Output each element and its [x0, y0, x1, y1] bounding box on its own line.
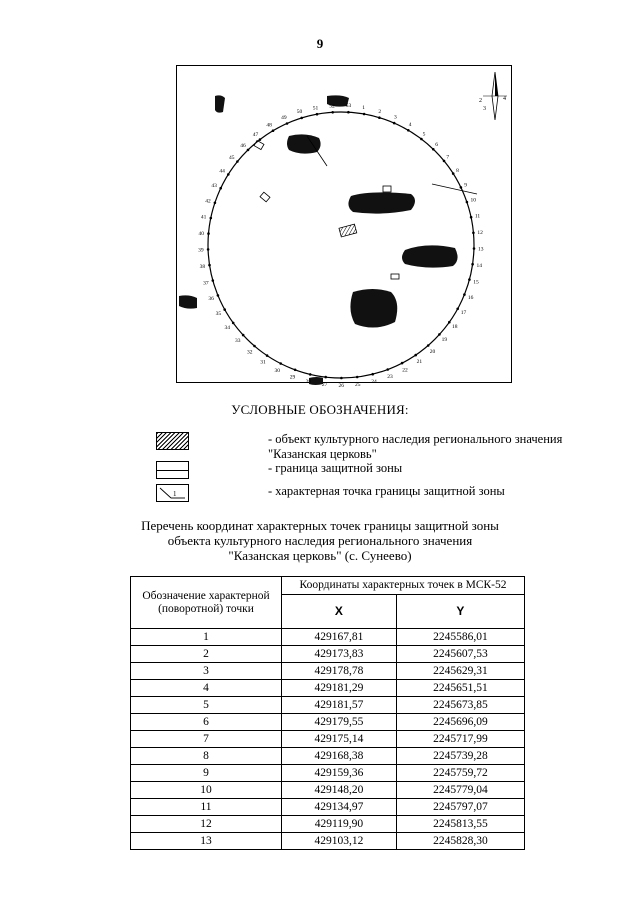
- boundary-point-label: 39: [198, 247, 204, 254]
- boundary-point-label: 6: [435, 142, 438, 149]
- cell-point: 4: [131, 680, 282, 697]
- protection-zone-boundary: [208, 112, 474, 381]
- boundary-point-label: 10: [470, 197, 476, 204]
- table-row: [131, 697, 525, 714]
- boundary-point-label: 29: [289, 374, 296, 381]
- cell-x: 429168,38: [282, 748, 397, 765]
- cell-point: 12: [131, 816, 282, 833]
- table-row: [131, 799, 525, 816]
- cell-x: 429179,55: [282, 714, 397, 731]
- cell-y: 2245673,85: [396, 697, 524, 714]
- cell-y: 2245586,01: [396, 629, 524, 646]
- point-marker-label: 1: [173, 490, 177, 498]
- hatched-rectangle-icon: [156, 432, 189, 450]
- boundary-point-label: 43: [211, 183, 217, 190]
- cell-point: 6: [131, 714, 282, 731]
- boundary-point-label: 41: [200, 214, 207, 221]
- boundary-point: [407, 129, 410, 132]
- boundary-point-label: 28: [305, 379, 312, 386]
- boundary-point: [259, 138, 262, 141]
- boundary-point: [331, 111, 334, 114]
- boundary-point: [219, 187, 222, 190]
- boundary-point-label: 33: [235, 337, 241, 344]
- table-row: [131, 833, 525, 850]
- cell-x: 429159,36: [282, 765, 397, 782]
- boundary-point-label: 18: [452, 324, 458, 331]
- boundary-point: [363, 113, 366, 116]
- boundary-point: [473, 247, 476, 250]
- boundary-point: [247, 149, 250, 152]
- table-row: [131, 731, 525, 748]
- boundary-point: [371, 373, 374, 376]
- legend-item-boundary: [156, 461, 556, 481]
- boundary-point: [420, 138, 423, 141]
- cell-point: 11: [131, 799, 282, 816]
- boundary-point-label: 25: [355, 382, 361, 388]
- empty-rectangle-icon: [156, 461, 189, 479]
- site-plan-map: [176, 65, 512, 389]
- boundary-point-label: 42: [205, 198, 211, 205]
- boundary-point: [266, 354, 269, 357]
- boundary-point-label: 34: [224, 325, 230, 331]
- boundary-point: [340, 377, 343, 380]
- boundary-point: [214, 202, 217, 205]
- boundary-point-label: 53: [345, 103, 352, 110]
- cell-x: 429178,78: [282, 663, 397, 680]
- boundary-point-label: 1: [362, 105, 366, 112]
- cell-y: 2245717,99: [396, 731, 524, 748]
- building-blob-2: [402, 245, 458, 267]
- table-row: [131, 663, 525, 680]
- boundary-point: [448, 321, 451, 324]
- cell-point: 5: [131, 697, 282, 714]
- legend-title: УСЛОВНЫЕ ОБОЗНАЧЕНИЯ:: [231, 402, 409, 417]
- boundary-point-label: 51: [312, 105, 319, 112]
- cell-y: 2245759,72: [396, 765, 524, 782]
- boundary-point-label: 48: [266, 122, 272, 129]
- cell-x: 429175,14: [282, 731, 397, 748]
- boundary-point: [356, 376, 359, 379]
- cell-x: 429167,81: [282, 629, 397, 646]
- cell-point: 9: [131, 765, 282, 782]
- cell-y: 2245607,53: [396, 646, 524, 663]
- boundary-point: [208, 264, 211, 267]
- boundary-point-label: 2: [378, 109, 382, 115]
- map-edge-blob-2: [215, 95, 225, 112]
- boundary-point: [212, 279, 215, 282]
- boundary-point: [253, 345, 256, 348]
- cell-y: 2245629,31: [396, 663, 524, 680]
- table-row: [131, 816, 525, 833]
- header-point: Обозначение характерной (поворотной) точки: [131, 577, 282, 629]
- building-blob-3: [350, 289, 397, 328]
- boundary-point: [347, 111, 350, 114]
- cell-y: 2245779,04: [396, 782, 524, 799]
- boundary-point-label: 44: [219, 168, 225, 175]
- boundary-point: [472, 232, 475, 235]
- table-row: [131, 646, 525, 663]
- boundary-point-label: 45: [229, 155, 235, 162]
- cell-point: 1: [131, 629, 282, 646]
- boundary-point: [242, 334, 245, 337]
- point-marker-icon: [156, 484, 189, 502]
- boundary-point: [401, 362, 404, 365]
- legend-text-church: - объект культурного наследия регионального значения "Казанская церковь": [268, 432, 563, 461]
- boundary-point: [300, 117, 303, 120]
- boundary-point: [466, 201, 469, 204]
- boundary-point: [272, 129, 275, 132]
- boundary-point-label: 3: [394, 114, 397, 121]
- legend-item-church: [156, 432, 563, 461]
- boundary-point: [463, 293, 466, 296]
- boundary-point-label: 22: [402, 367, 408, 374]
- boundary-point-label: 9: [464, 182, 467, 189]
- boundary-point: [207, 232, 210, 235]
- boundary-point-label: 35: [215, 311, 222, 317]
- boundary-point-label: 4: [408, 122, 412, 129]
- cell-y: 2245739,28: [396, 748, 524, 765]
- boundary-point-label: 19: [441, 337, 448, 344]
- building-blob-4: [287, 134, 321, 153]
- legend-item-point: [156, 484, 556, 504]
- boundary-point: [452, 172, 455, 175]
- cell-y: 2245696,09: [396, 714, 524, 731]
- boundary-point: [207, 248, 210, 251]
- boundary-point: [236, 160, 239, 163]
- boundary-point: [386, 368, 389, 371]
- cell-x: 429103,12: [282, 833, 397, 850]
- boundary-point: [223, 308, 226, 311]
- boundary-point-label: 47: [252, 132, 259, 138]
- boundary-point-label: 21: [416, 358, 423, 365]
- legend-text-point: - характерная точка границы защитной зоны: [268, 484, 505, 498]
- cell-point: 8: [131, 748, 282, 765]
- table-row: [131, 714, 525, 731]
- boundary-point: [378, 116, 381, 119]
- cell-y: 2245651,51: [396, 680, 524, 697]
- table-row: [131, 782, 525, 799]
- header-x: X: [282, 595, 397, 629]
- cell-x: 429148,20: [282, 782, 397, 799]
- boundary-point-label: 31: [260, 359, 266, 366]
- boundary-point: [468, 278, 471, 281]
- boundary-point-label: 14: [476, 263, 482, 270]
- boundary-point-label: 23: [387, 374, 393, 381]
- boundary-point-label: 40: [198, 231, 204, 237]
- legend-text-boundary: - граница защитной зоны: [268, 461, 403, 475]
- map-buildings: [179, 95, 458, 385]
- boundary-point-label: 32: [247, 349, 253, 356]
- cell-x: 429181,57: [282, 697, 397, 714]
- boundary-point-label: 24: [371, 379, 377, 385]
- cell-x: 429119,90: [282, 816, 397, 833]
- header-y: Y: [396, 595, 524, 629]
- boundary-point: [309, 373, 312, 376]
- cell-point: 10: [131, 782, 282, 799]
- building-blob-1: [348, 192, 415, 213]
- cell-y: 2245813,55: [396, 816, 524, 833]
- cell-x: 429181,29: [282, 680, 397, 697]
- boundary-point-label: 38: [199, 264, 206, 271]
- boundary-point: [470, 216, 473, 219]
- boundary-point-label: 20: [429, 348, 436, 355]
- boundary-point: [217, 294, 220, 297]
- north-label-4: 4: [503, 96, 506, 102]
- boundary-point: [414, 354, 417, 357]
- boundary-point-label: 27: [321, 382, 328, 389]
- boundary-point-label: 46: [240, 142, 246, 149]
- north-label-3: 3: [483, 106, 486, 112]
- table-row: [131, 680, 525, 697]
- boundary-point-label: 12: [477, 230, 483, 237]
- list-title-line-1: Перечень координат характерных точек границы защитной зоны: [141, 518, 499, 533]
- cell-y: 2245797,07: [396, 799, 524, 816]
- header-coords: Координаты характерных точек в МСК-52: [282, 577, 525, 595]
- boundary-point: [279, 362, 282, 365]
- boundary-point-label: 13: [478, 246, 484, 253]
- table-row: [131, 629, 525, 646]
- boundary-point-label: 11: [474, 213, 481, 220]
- cell-y: 2245828,30: [396, 833, 524, 850]
- boundary-point: [294, 369, 297, 372]
- map-drawing: [177, 66, 513, 389]
- boundary-point: [471, 263, 474, 266]
- boundary-point-label: 8: [456, 167, 459, 174]
- boundary-point-label: 52: [329, 103, 335, 110]
- boundary-point: [432, 148, 435, 151]
- map-edge-blob-1: [179, 295, 197, 308]
- boundary-point-label: 16: [467, 295, 474, 302]
- boundary-point: [443, 160, 446, 163]
- boundary-point: [286, 122, 289, 125]
- boundary-point-label: 36: [208, 296, 214, 302]
- coordinates-list-title: [0, 518, 640, 563]
- boundary-point-label: 26: [338, 383, 344, 389]
- boundary-point: [456, 308, 459, 311]
- boundary-point-label: 30: [274, 367, 280, 374]
- list-title-line-2: объекта культурного наследия регионального значения: [167, 533, 473, 548]
- cell-point: 2: [131, 646, 282, 663]
- boundary-point-label: 5: [422, 131, 426, 138]
- boundary-point: [232, 322, 235, 325]
- list-title-line-3: "Казанская церковь" (с. Сунеево): [228, 548, 412, 563]
- coordinates-table: [130, 576, 525, 850]
- boundary-point: [438, 333, 441, 336]
- boundary-point: [210, 217, 213, 220]
- boundary-point-label: 49: [281, 115, 287, 122]
- cell-point: 13: [131, 833, 282, 850]
- boundary-point: [316, 113, 319, 116]
- coordinates-table-body: [131, 629, 525, 850]
- cell-point: 7: [131, 731, 282, 748]
- boundary-point-label: 50: [296, 109, 303, 116]
- cell-x: 429134,97: [282, 799, 397, 816]
- boundary-point: [324, 376, 327, 379]
- north-label-2: 2: [479, 98, 482, 104]
- page-number: 9: [316, 36, 324, 51]
- boundary-point: [460, 186, 463, 189]
- boundary-point-label: 37: [203, 280, 209, 287]
- table-row: [131, 765, 525, 782]
- boundary-point: [393, 122, 396, 125]
- cell-x: 429173,83: [282, 646, 397, 663]
- cell-point: 3: [131, 663, 282, 680]
- table-row: [131, 748, 525, 765]
- boundary-point-label: 15: [473, 279, 479, 286]
- church-object: [339, 224, 357, 237]
- boundary-point-label: 17: [460, 310, 467, 317]
- boundary-point: [227, 173, 230, 176]
- boundary-point-label: 7: [446, 154, 450, 161]
- boundary-point: [427, 344, 430, 347]
